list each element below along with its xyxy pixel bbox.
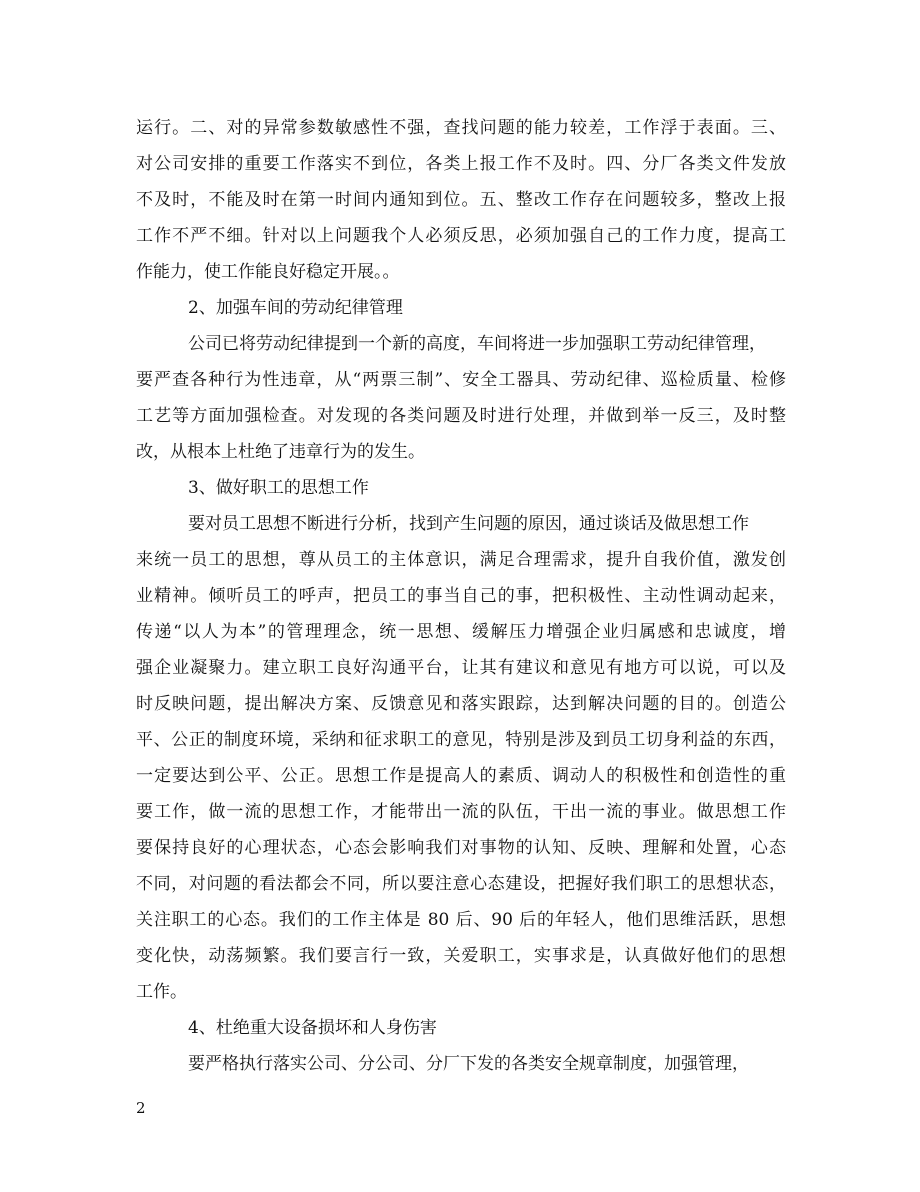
text-line: 作能力，使工作能良好稳定开展。。 xyxy=(136,262,400,282)
text-line: 一定要达到公平、公正。思想工作是提高人的素质、调动人的积极性和创造性的重 xyxy=(136,766,786,786)
text-line: 改，从根本上杜绝了违章行为的发生。 xyxy=(136,442,425,462)
text-line: 要对员工思想不断进行分析，找到产生问题的原因，通过谈话及做思想工作 xyxy=(188,514,749,534)
text-line: 要严查各种行为性违章，从“两票三制”、安全工器具、劳动纪律、巡检质量、检修 xyxy=(136,370,786,390)
text-line: 工作不严不细。针对以上问题我个人必须反思，必须加强自己的工作力度，提高工 xyxy=(136,226,786,246)
text-line: 来统一员工的思想，尊从员工的主体意识，满足合理需求，提升自我价值，激发创 xyxy=(136,550,786,570)
text-line: 时反映问题，提出解决方案、反馈意见和落实跟踪，达到解决问题的目的。创造公 xyxy=(136,694,786,714)
text-line: 变化快，动荡频繁。我们要言行一致，关爱职工，实事求是，认真做好他们的思想 xyxy=(136,946,786,966)
page-number: 2 xyxy=(136,1099,146,1117)
text-line: 不同，对问题的看法都会不同，所以要注意心态建设，把握好我们职工的思想状态， xyxy=(136,874,786,894)
text-line: 强企业凝聚力。建立职工良好沟通平台，让其有建议和意见有地方可以说，可以及 xyxy=(136,658,786,678)
text-line: 要保持良好的心理状态，心态会影响我们对事物的认知、反映、理解和处置，心态 xyxy=(136,838,786,858)
text-line: 业精神。倾听员工的呼声，把员工的事当自己的事，把积极性、主动性调动起来， xyxy=(136,586,786,606)
text-line: 要严格执行落实公司、分公司、分厂下发的各类安全规章制度，加强管理， xyxy=(188,1054,749,1074)
text-line: 要工作，做一流的思想工作，才能带出一流的队伍，干出一流的事业。做思想工作 xyxy=(136,802,786,822)
text-line: 不及时，不能及时在第一时间内通知到位。五、整改工作存在问题较多，整改上报 xyxy=(136,190,786,210)
text-line: 传递“以人为本”的管理理念，统一思想、缓解压力增强企业归属感和忠诚度，增 xyxy=(136,622,786,642)
text-line: 平、公正的制度环境，采纳和征求职工的意见，特别是涉及到员工切身利益的东西， xyxy=(136,730,786,750)
text-line: 对公司安排的重要工作落实不到位，各类上报工作不及时。四、分厂各类文件发放 xyxy=(136,154,786,174)
section-heading: 3、做好职工的思想工作 xyxy=(188,478,369,498)
text-line: 公司已将劳动纪律提到一个新的高度，车间将进一步加强职工劳动纪律管理， xyxy=(188,334,766,354)
section-heading: 2、加强车间的劳动纪律管理 xyxy=(188,298,403,318)
section-heading: 4、杜绝重大设备损坏和人身伤害 xyxy=(188,1018,437,1038)
text-line: 工作。 xyxy=(136,982,187,1002)
text-line: 运行。二、对的异常参数敏感性不强，查找问题的能力较差，工作浮于表面。三、 xyxy=(136,118,786,138)
text-line: 工艺等方面加强检查。对发现的各类问题及时进行处理，并做到举一反三，及时整 xyxy=(136,406,786,426)
text-line: 关注职工的心态。我们的工作主体是 80 后、90 后的年轻人，他们思维活跃，思想 xyxy=(136,910,786,930)
document-body xyxy=(136,110,786,1082)
